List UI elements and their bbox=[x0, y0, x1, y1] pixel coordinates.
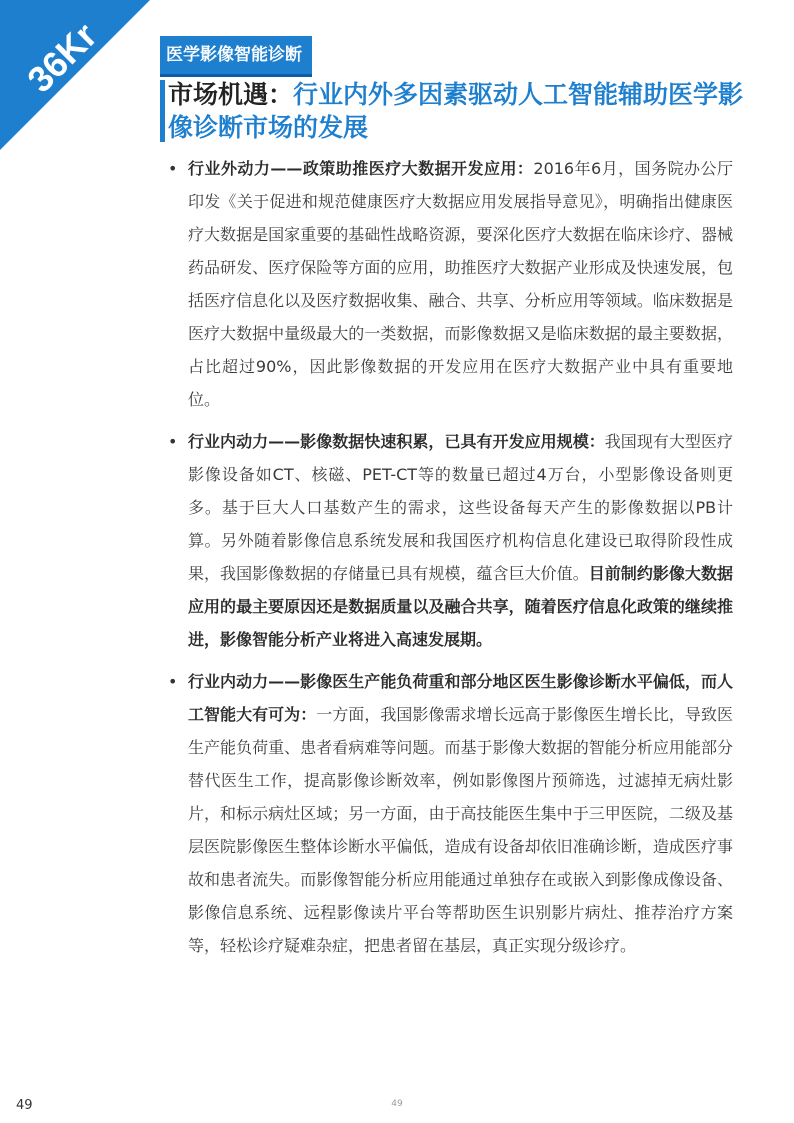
bullet-icon: • bbox=[168, 672, 178, 691]
bullet-text: 2016年6月，国务院办公厅印发《关于促进和规范健康医疗大数据应用发展指导意见》，明确指出健康医疗大数据是国家重要的基础性战略资源，要深化医疗大数据在临床诊疗、器械药品研发、医疗保险等方面的应用，助推医疗大数据产业形成及快速发展，包括医疗信息化以及医疗数据收集、融合、共享、分析应用等领域。临床数据是医疗大数据中量级最大的一类数据，而影像数据又是临床数据的最主要数据，占比超过90%，因此影像数据的开发应用在医疗大数据产业中具有重要地位。 bbox=[188, 159, 733, 409]
bullet-heading: 行业内动力——影像医生产能负荷重和部分地区医生影像诊断水平偏低，而人工智能大有可为： bbox=[188, 672, 733, 724]
bullet-item bbox=[168, 665, 733, 962]
bullet-text: 我国现有大型医疗影像设备如CT、核磁、PET-CT等的数量已超过4万台，小型影像设备则更多。基于巨大人口基数产生的需求，这些设备每天产生的影像数据以PB计算。另外随着影像信息系统发展和我国医疗机构信息化建设已取得阶段性成果，我国影像数据的存储量已具有规模，蕴含巨大价值。 bbox=[188, 432, 733, 583]
page-number-center: 49 bbox=[391, 1099, 403, 1109]
page-number: 49 bbox=[16, 1098, 33, 1113]
body-content bbox=[168, 152, 733, 971]
bullet-item bbox=[168, 425, 733, 656]
bullet-text: 一方面，我国影像需求增长远高于影像医生增长比，导致医生产能负荷重、患者看病难等问题。而基于影像大数据的智能分析应用能部分替代医生工作，提高影像诊断效率，例如影像图片预筛选，过滤掉无病灶影片，和标示病灶区域；另一方面，由于高技能医生集中于三甲医院，二级及基层医院影像医生整体诊断水平偏低，造成有设备却依旧准确诊断，造成医疗事故和患者流失。而影像智能分析应用能通过单独存在或嵌入到影像成像设备、影像信息系统、远程影像读片平台等帮助医生识别影片病灶、推荐治疗方案等，轻松诊疗疑难杂症，把患者留在基层，真正实现分级诊疗。 bbox=[188, 705, 733, 955]
title-highlight: 行业内外多因素驱动人工智能辅助医学影像诊断市场的发展 bbox=[168, 80, 744, 142]
title-prefix: 市场机遇： bbox=[168, 80, 294, 109]
section-tag: 医学影像智能诊断 bbox=[160, 36, 312, 77]
page-title bbox=[168, 78, 768, 144]
brand-logo-text: 36Kr bbox=[19, 14, 105, 101]
bullet-heading: 行业内动力——影像数据快速积累，已具有开发应用规模： bbox=[188, 432, 605, 451]
bullet-icon: • bbox=[168, 159, 178, 178]
bullet-icon: • bbox=[168, 432, 178, 451]
brand-logo-corner bbox=[0, 0, 170, 160]
bullet-heading: 行业外动力——政策助推医疗大数据开发应用： bbox=[188, 159, 534, 178]
bullet-item bbox=[168, 152, 733, 416]
title-accent-bar bbox=[160, 80, 165, 142]
bullet-tail-bold: 目前制约影像大数据应用的最主要原因还是数据质量以及融合共享，随着医疗信息化政策的继续推进，影像智能分析产业将进入高速发展期。 bbox=[188, 564, 733, 649]
